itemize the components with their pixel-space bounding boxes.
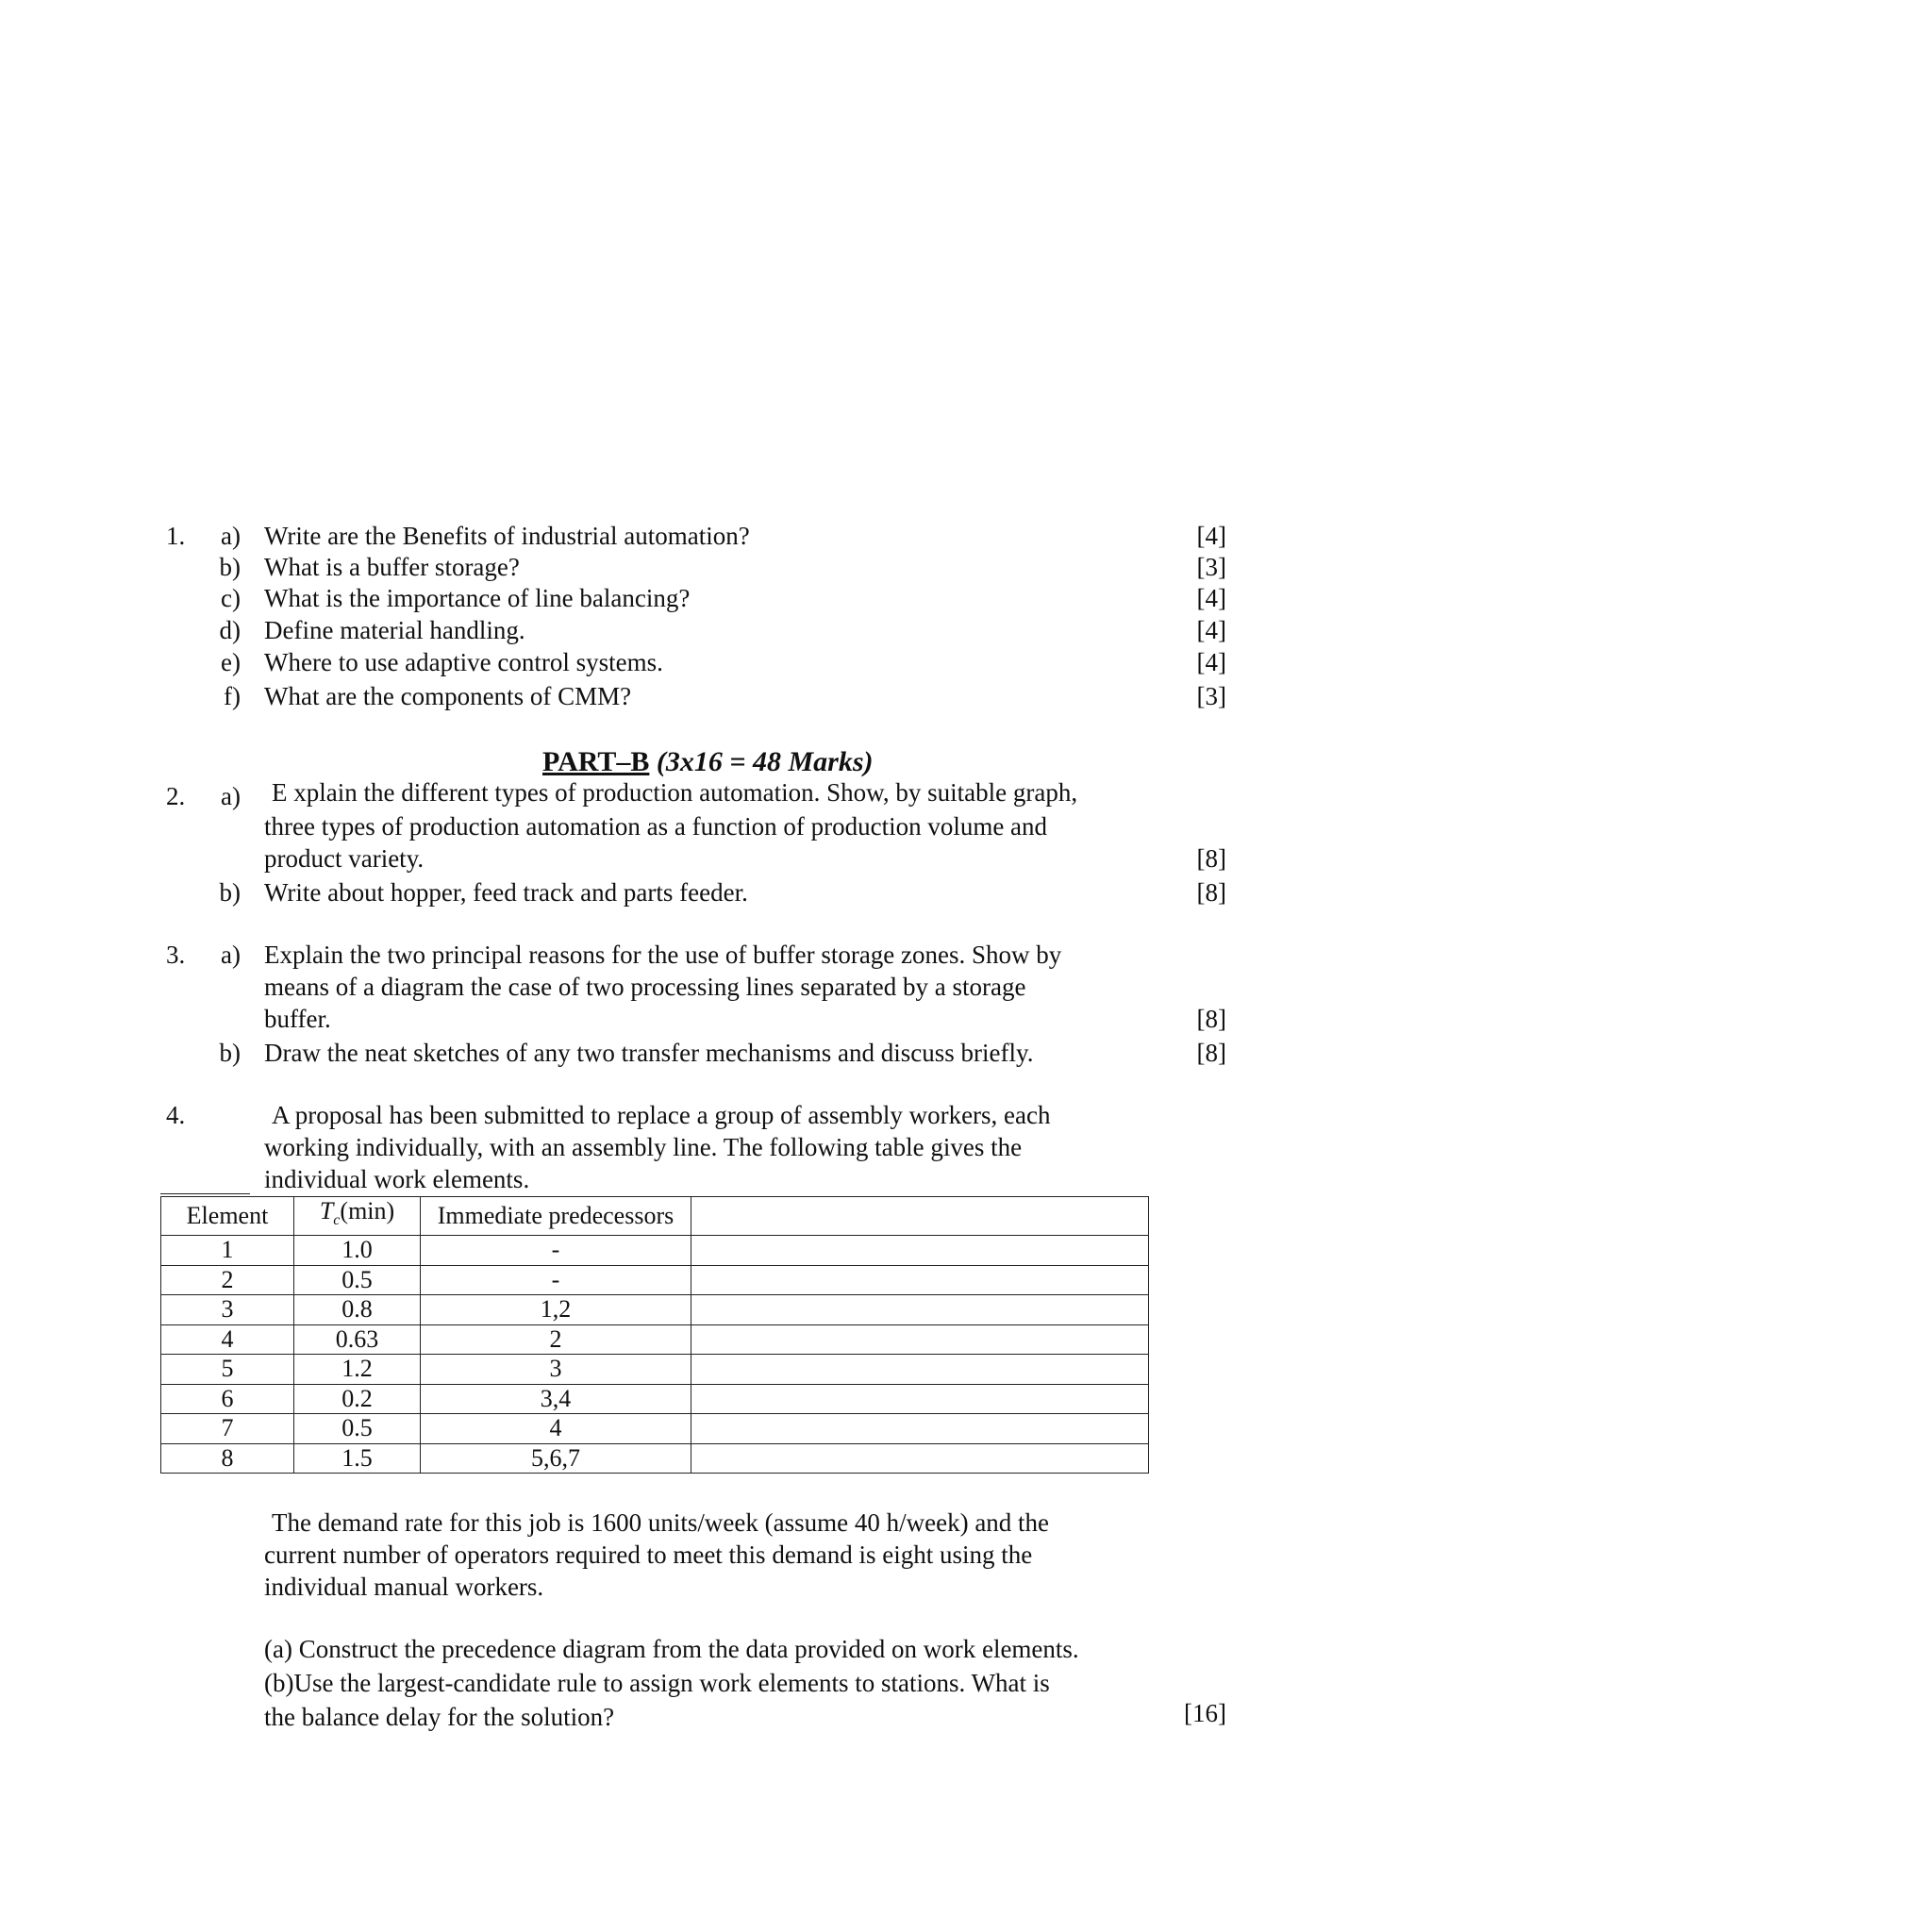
table-row [161, 1384, 1149, 1414]
q2b-text: Write about hopper, feed track and parts feeder. [264, 878, 748, 907]
cell-tc: 0.5 [294, 1414, 421, 1444]
table-row [161, 1443, 1149, 1474]
cell-tc: 1.0 [294, 1236, 421, 1266]
table-header-row [161, 1197, 1149, 1236]
q1b-text: What is a buffer storage? [264, 553, 520, 581]
q2a-line-2: three types of production automation as a function of production volume and [264, 812, 1048, 841]
q3a-line-3: buffer. [264, 1005, 331, 1033]
cell-tc: 1.2 [294, 1355, 421, 1385]
table-row [161, 1236, 1149, 1266]
q4-part-a: (a) Construct the precedence diagram from the data provided on work elements. [264, 1635, 1079, 1663]
cell-tc: 0.2 [294, 1384, 421, 1414]
q1d-marks: [4] [1196, 616, 1226, 644]
q1a-marks: [4] [1196, 522, 1226, 550]
q1c-label: c) [221, 584, 241, 612]
cell-predecessors: 3 [421, 1355, 691, 1385]
cell-blank [691, 1443, 1149, 1474]
q4-demand-line-1: The demand rate for this job is 1600 units/week (assume 40 h/week) and the [272, 1508, 1050, 1537]
question-3-number: 3. [166, 941, 186, 969]
cell-blank [691, 1236, 1149, 1266]
cell-tc: 0.8 [294, 1295, 421, 1325]
q2a-line-1: E xplain the different types of production automation. Show, by suitable graph, [272, 778, 1078, 807]
q4-part-b-line-1: (b)Use the largest-candidate rule to assign work elements to stations. What is [264, 1669, 1050, 1697]
q1f-marks: [3] [1196, 682, 1226, 710]
q3b-marks: [8] [1196, 1039, 1226, 1067]
cell-element: 2 [161, 1265, 294, 1295]
q2a-label: a) [221, 782, 241, 810]
q4-demand-line-2: current number of operators required to meet this demand is eight using the [264, 1541, 1033, 1569]
cell-tc: 0.63 [294, 1324, 421, 1355]
cell-predecessors: - [421, 1265, 691, 1295]
cell-tc: 0.5 [294, 1265, 421, 1295]
cell-predecessors: - [421, 1236, 691, 1266]
cell-element: 6 [161, 1384, 294, 1414]
header-blank [691, 1197, 1149, 1236]
q1d-text: Define material handling. [264, 616, 525, 644]
q3a-marks: [8] [1196, 1005, 1226, 1033]
cell-element: 4 [161, 1324, 294, 1355]
q1e-text: Where to use adaptive control systems. [264, 648, 663, 676]
q1c-marks: [4] [1196, 584, 1226, 612]
q3a-label: a) [221, 941, 241, 969]
part-b-title: PART–B [542, 746, 650, 777]
part-b-marks-note: (3x16 = 48 Marks) [656, 746, 874, 777]
q1e-label: e) [221, 648, 241, 676]
q1a-label: a) [221, 522, 241, 550]
table-row [161, 1295, 1149, 1325]
q1e-marks: [4] [1196, 648, 1226, 676]
q3a-line-1: Explain the two principal reasons for the use of buffer storage zones. Show by [264, 941, 1062, 969]
header-predecessors: Immediate predecessors [421, 1197, 691, 1236]
cell-blank [691, 1324, 1149, 1355]
q1b-label: b) [219, 553, 241, 581]
q4-intro-line-3: individual work elements. [264, 1165, 530, 1193]
table-row [161, 1355, 1149, 1385]
q3b-text: Draw the neat sketches of any two transfer mechanisms and discuss briefly. [264, 1039, 1034, 1067]
cell-blank [691, 1295, 1149, 1325]
q1c-text: What is the importance of line balancing? [264, 584, 691, 612]
q4-demand-line-3: individual manual workers. [264, 1573, 544, 1601]
cell-tc: 1.5 [294, 1443, 421, 1474]
cell-blank [691, 1265, 1149, 1295]
cell-predecessors: 5,6,7 [421, 1443, 691, 1474]
table-row [161, 1414, 1149, 1444]
table-row [161, 1265, 1149, 1295]
q3b-label: b) [219, 1039, 241, 1067]
cell-element: 5 [161, 1355, 294, 1385]
cell-element: 3 [161, 1295, 294, 1325]
q1d-label: d) [219, 616, 241, 644]
q1f-text: What are the components of CMM? [264, 682, 632, 710]
question-1-number: 1. [166, 522, 186, 550]
header-element: Element [161, 1197, 294, 1236]
cell-predecessors: 4 [421, 1414, 691, 1444]
question-4-number: 4. [166, 1101, 186, 1129]
q1b-marks: [3] [1196, 553, 1226, 581]
cell-predecessors: 3,4 [421, 1384, 691, 1414]
work-elements-table [160, 1196, 1149, 1474]
q3a-line-2: means of a diagram the case of two processing lines separated by a storage [264, 973, 1026, 1001]
table-top-rule [160, 1193, 250, 1194]
q4-intro-line-2: working individually, with an assembly line. The following table gives the [264, 1133, 1023, 1161]
cell-element: 1 [161, 1236, 294, 1266]
header-tc: $T_c(\min)$ [294, 1197, 421, 1236]
q1a-text: Write are the Benefits of industrial automation? [264, 522, 750, 550]
table-row [161, 1324, 1149, 1355]
cell-blank [691, 1384, 1149, 1414]
q2b-label: b) [219, 878, 241, 907]
q4-part-b-line-2: the balance delay for the solution? [264, 1703, 615, 1731]
question-2-number: 2. [166, 782, 186, 810]
cell-element: 8 [161, 1443, 294, 1474]
cell-predecessors: 1,2 [421, 1295, 691, 1325]
q2b-marks: [8] [1196, 878, 1226, 907]
q2a-line-3: product variety. [264, 844, 425, 873]
q4-marks: [16] [1184, 1699, 1226, 1727]
cell-blank [691, 1355, 1149, 1385]
cell-element: 7 [161, 1414, 294, 1444]
q1f-label: f) [224, 682, 241, 710]
cell-blank [691, 1414, 1149, 1444]
q4-intro-line-1: A proposal has been submitted to replace a group of assembly workers, each [272, 1101, 1051, 1129]
part-b-heading [542, 745, 874, 779]
q2a-marks: [8] [1196, 844, 1226, 873]
cell-predecessors: 2 [421, 1324, 691, 1355]
